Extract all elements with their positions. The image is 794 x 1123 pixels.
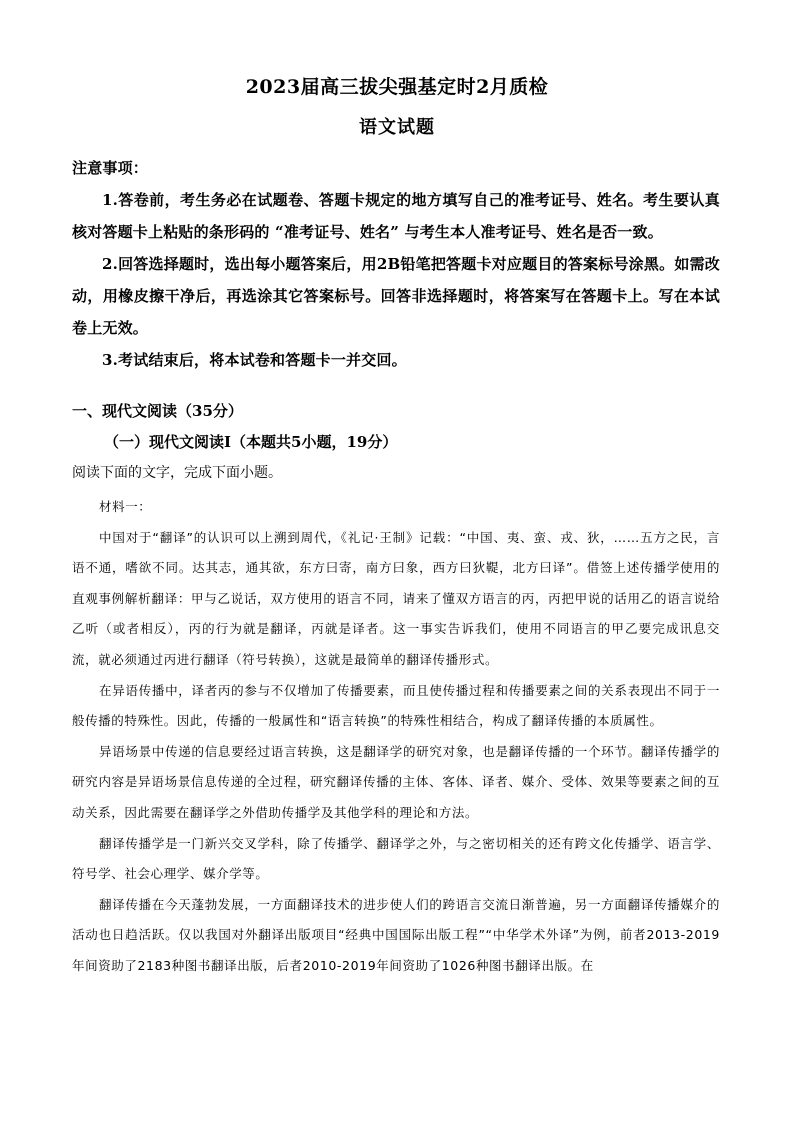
reading-passage (72, 492, 720, 982)
section-heading: 一、现代文阅读（35分） (72, 402, 243, 420)
subject-title: 语文试题 (359, 117, 435, 138)
passage-paragraph-4: 翻译传播学是一门新兴交叉学科，除了传播学、翻译学之外，与之密切相关的还有跨文化传播学、语言学、符号学、社会心理学、媒介学等。 (72, 835, 720, 882)
notes-heading: 注意事项： (72, 159, 149, 177)
passage-paragraph-2: 在异语传播中，译者丙的参与不仅增加了传播要素，而且使传播过程和传播要素之间的关系表现出不同于一般传播的特殊性。因此，传播的一般属性和“语言转换”的特殊性相结合，构成了翻译传播的本质属性。 (72, 682, 720, 729)
notes-block (72, 152, 720, 376)
notes-item-1: 1.答卷前，考生务必在试题卷、答题卡规定的地方填写自己的准考证号、姓名。考生要认真核对答题卡上粘贴的条形码的 “准考证号、姓名” 与考生本人准考证号、姓名是否一致。 (72, 191, 720, 241)
section-subheading: （一）现代文阅读Ⅰ（本题共5小题，19分） (104, 433, 398, 451)
reading-instruction: 阅读下面的文字，完成下面小题。 (72, 465, 282, 481)
passage-paragraph-3: 异语场景中传递的信息要经过语言转换，这是翻译学的研究对象，也是翻译传播的一个环节。翻译传播学的研究内容是异语场景信息传递的全过程，研究翻译传播的主体、客体、译者、媒介、受体、效果等要素之间的互动关系，因此需要在翻译学之外借助传播学及其他学科的理论和方法。 (72, 743, 720, 820)
material-label: 材料一： (99, 499, 152, 514)
passage-paragraph-5: 翻译传播在今天蓬勃发展，一方面翻译技术的进步使人们的跨语言交流日渐普遍，另一方面翻译传播媒介的活动也日趋活跃。仅以我国对外翻译出版项目“经典中国国际出版工程”“中华学术外译”为例，前者2013-2019年间资助了2183种图书翻译出版，后者2010-2019年间资助了1026种图书翻译出版。在 (72, 896, 720, 973)
notes-item-3: 3.考试结束后，将本试卷和答题卡一并交回。 (102, 351, 407, 369)
notes-item-2: 2.回答选择题时，选出每小题答案后，用2B铅笔把答题卡对应题目的答案标号涂黑。如需改动，用橡皮擦干净后，再选涂其它答案标号。回答非选择题时，将答案写在答题卡上。写在本试卷上无效。 (72, 255, 720, 337)
exam-title: 2023届高三拔尖强基定时2月质检 (245, 76, 549, 98)
passage-paragraph-1: 中国对于“翻译”的认识可以上溯到周代，《礼记·王制》记载：“中国、夷、蛮、戎、狄，……五方之民，言语不通，嗜欲不同。达其志，通其欲，东方曰寄，南方曰象，西方曰狄鞮，北方曰译”。借签上述传播学使用的直观事例解析翻译：甲与乙说话，双方使用的语言不同，请来了懂双方语言的丙，丙把甲说的话用乙的语言说给乙听（或者相反），丙的行为就是翻译，丙就是译者。这一事实告诉我们，使用不同语言的甲乙要完成讯息交流，就必须通过丙进行翻译（符号转换），这就是最简单的翻译传播形式。 (72, 529, 720, 667)
